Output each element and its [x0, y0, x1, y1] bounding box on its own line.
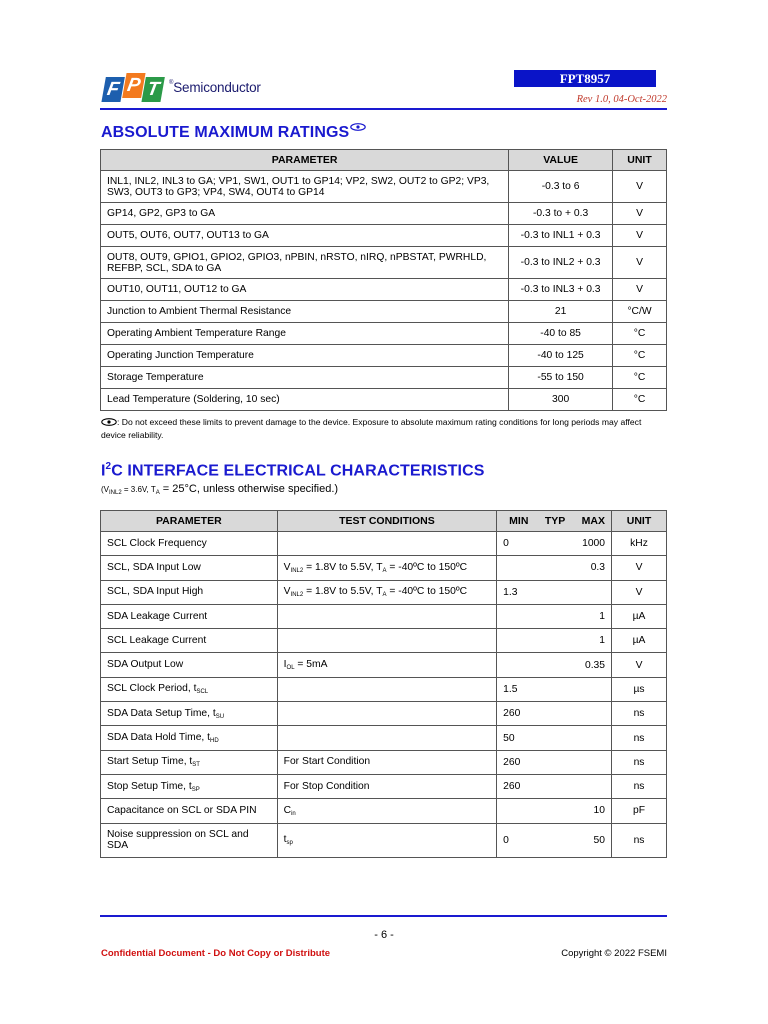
amr-unit-cell: °C [613, 345, 667, 367]
i2c-test-cell [277, 677, 497, 701]
i2c-min-cell: 0 [497, 532, 539, 556]
i2c-test-cell [277, 726, 497, 750]
i2c-col-unit: UNIT [612, 511, 667, 532]
i2c-unit-cell: V [612, 556, 667, 580]
warning-eye-icon [101, 417, 117, 429]
i2c-typ-cell [539, 532, 567, 556]
test-mid: = 1.8V to 5.5V, T [303, 586, 383, 598]
amr-row [101, 203, 667, 225]
i2c-param-cell [101, 750, 278, 774]
i2c-min-cell [497, 799, 539, 823]
i2c-min-cell: 260 [497, 750, 539, 774]
amr-param-cell: OUT5, OUT6, OUT7, OUT13 to GA [101, 225, 509, 247]
amr-footnote [101, 416, 667, 441]
param-text: SCL Clock Frequency [107, 537, 207, 549]
i2c-unit-cell: ns [612, 702, 667, 726]
i2c-min-cell: 1.3 [497, 580, 539, 604]
param-text: SCL Clock Period, t [107, 683, 197, 695]
amr-param-cell: OUT8, OUT9, GPIO1, GPIO2, GPIO3, nPBIN, nRSTO, nIRQ, nPBSTAT, PWRHLD, REFBP, SCL, SDA to GA [101, 247, 509, 279]
cond-sub-a: A [155, 490, 160, 496]
cond-rest: = 25°C, unless otherwise specified.) [159, 483, 339, 495]
i2c-max-cell [567, 774, 612, 798]
i2c-title-i: I [101, 462, 106, 480]
i2c-typ-cell [539, 677, 567, 701]
i2c-max-cell: 1 [567, 604, 612, 628]
i2c-max-cell: 50 [567, 823, 612, 857]
i2c-max-cell: 0.35 [567, 653, 612, 677]
i2c-unit-cell: ns [612, 750, 667, 774]
i2c-row [101, 702, 667, 726]
amr-value-cell: 300 [509, 389, 613, 411]
amr-col-parameter: PARAMETER [101, 150, 509, 171]
param-text: SDA Data Setup Time, t [107, 707, 216, 719]
amr-unit-cell: V [613, 279, 667, 301]
i2c-param-cell [101, 629, 278, 653]
amr-value-cell: -0.3 to INL1 + 0.3 [509, 225, 613, 247]
i2c-row [101, 823, 667, 857]
test-end: = -40ºC to 150ºC [386, 561, 468, 573]
i2c-conditions [101, 483, 338, 496]
amr-value-cell: -40 to 125 [509, 345, 613, 367]
amr-row [101, 323, 667, 345]
i2c-param-cell [101, 823, 278, 857]
test-mid: = 1.8V to 5.5V, T [303, 561, 383, 573]
amr-param-cell: GP14, GP2, GP3 to GA [101, 203, 509, 225]
test-text: For Stop Condition [283, 780, 370, 792]
amr-row [101, 389, 667, 411]
i2c-col-typ: TYP [544, 515, 566, 527]
doc-id-badge: FPT8957 [514, 70, 656, 87]
i2c-typ-cell [539, 726, 567, 750]
i2c-typ-cell [539, 774, 567, 798]
amr-unit-cell: V [613, 247, 667, 279]
cond-v-val: = 3.6V, T [121, 485, 156, 494]
logo-tiles [104, 75, 164, 100]
i2c-param-cell [101, 774, 278, 798]
logo-word-text: Semiconductor [173, 79, 261, 95]
i2c-test-cell [277, 604, 497, 628]
param-text: Stop Setup Time, t [107, 780, 192, 792]
param-sub: SP [191, 786, 200, 793]
i2c-title-rest: C INTERFACE ELECTRICAL CHARACTERISTICS [111, 462, 485, 480]
footer-divider [100, 915, 667, 917]
amr-value-cell: -0.3 to INL3 + 0.3 [509, 279, 613, 301]
i2c-min-cell: 0 [497, 823, 539, 857]
i2c-param-cell [101, 677, 278, 701]
test-text: V [283, 561, 291, 573]
i2c-typ-cell [539, 556, 567, 580]
i2c-row [101, 629, 667, 653]
amr-col-value: VALUE [509, 150, 613, 171]
amr-header-row [101, 150, 667, 171]
confidential-notice: Confidential Document - Do Not Copy or Distribute [101, 948, 331, 959]
i2c-param-cell [101, 580, 278, 604]
amr-title-text: ABSOLUTE MAXIMUM RATINGS [101, 124, 350, 141]
amr-value-cell: -0.3 to 6 [509, 171, 613, 203]
i2c-typ-cell [539, 653, 567, 677]
amr-unit-cell: V [613, 171, 667, 203]
warning-eye-icon [350, 118, 366, 136]
i2c-min-cell [497, 604, 539, 628]
param-text: SDA Output Low [107, 659, 184, 671]
param-text: SDA Data Hold Time, t [107, 732, 211, 744]
i2c-test-cell [277, 556, 497, 580]
i2c-row [101, 580, 667, 604]
i2c-unit-cell: µs [612, 677, 667, 701]
i2c-param-cell [101, 604, 278, 628]
i2c-typ-cell [539, 750, 567, 774]
i2c-max-cell [567, 580, 612, 604]
amr-value-cell: -0.3 to + 0.3 [509, 203, 613, 225]
i2c-param-cell [101, 702, 278, 726]
param-text: SCL, SDA Input Low [107, 561, 201, 573]
amr-value-cell: -55 to 150 [509, 367, 613, 389]
param-text: SDA Leakage Current [107, 610, 208, 622]
i2c-row [101, 750, 667, 774]
i2c-param-cell [101, 556, 278, 580]
amr-row [101, 301, 667, 323]
i2c-typ-cell [539, 702, 567, 726]
cond-open: (V [101, 485, 109, 494]
i2c-unit-cell: µA [612, 604, 667, 628]
amr-param-cell: OUT10, OUT11, OUT12 to GA [101, 279, 509, 301]
test-text: For Start Condition [283, 756, 371, 768]
amr-unit-cell: °C [613, 323, 667, 345]
i2c-row [101, 774, 667, 798]
i2c-typ-cell [539, 823, 567, 857]
param-sub: ST [192, 762, 200, 769]
test-sub2: A [382, 592, 387, 599]
i2c-max-cell [567, 677, 612, 701]
i2c-col-test: TEST CONDITIONS [277, 511, 497, 532]
i2c-param-cell [101, 799, 278, 823]
i2c-row [101, 556, 667, 580]
amr-param-cell: Operating Junction Temperature [101, 345, 509, 367]
amr-row [101, 367, 667, 389]
i2c-unit-cell: ns [612, 823, 667, 857]
i2c-table-body [101, 532, 667, 858]
test-sub1: sp [286, 840, 293, 847]
amr-unit-cell: °C [613, 367, 667, 389]
i2c-col-parameter: PARAMETER [101, 511, 278, 532]
i2c-min-cell: 260 [497, 702, 539, 726]
amr-param-cell: INL1, INL2, INL3 to GA; VP1, SW1, OUT1 to GP14; VP2, SW2, OUT2 to GP2; VP3, SW3, OUT3 to GP3; VP4, SW4, OUT4 to GP14 [101, 171, 509, 203]
i2c-min-cell [497, 653, 539, 677]
amr-footnote-text: : Do not exceed these limits to prevent damage to the device. Exposure to absolute maximum rating conditions for long periods may affect device reliability. [101, 417, 642, 440]
i2c-unit-cell: µA [612, 629, 667, 653]
i2c-unit-cell: V [612, 580, 667, 604]
i2c-col-max: MAX [581, 515, 606, 527]
fpt-logo [104, 70, 261, 104]
param-text: Capacitance on SCL or SDA PIN [107, 804, 257, 816]
i2c-typ-cell [539, 580, 567, 604]
amr-unit-cell: V [613, 203, 667, 225]
i2c-param-cell [101, 653, 278, 677]
i2c-typ-cell [539, 604, 567, 628]
test-sub1: INL2 [290, 567, 304, 574]
amr-param-cell: Lead Temperature (Soldering, 10 sec) [101, 389, 509, 411]
param-text: SCL, SDA Input High [107, 586, 204, 598]
i2c-max-cell [567, 726, 612, 750]
test-text: V [283, 586, 291, 598]
amr-row [101, 247, 667, 279]
test-mid: = 5mA [294, 659, 328, 671]
amr-value-cell: -40 to 85 [509, 323, 613, 345]
amr-param-cell: Operating Ambient Temperature Range [101, 323, 509, 345]
i2c-row [101, 532, 667, 556]
i2c-min-cell [497, 556, 539, 580]
i2c-col-minmax [497, 511, 612, 532]
i2c-test-cell [277, 750, 497, 774]
test-end: = -40ºC to 150ºC [386, 586, 468, 598]
i2c-param-cell [101, 726, 278, 750]
copyright-notice: Copyright © 2022 FSEMI [561, 948, 667, 959]
i2c-test-cell [277, 823, 497, 857]
i2c-test-cell [277, 702, 497, 726]
i2c-max-cell [567, 750, 612, 774]
param-sub: SCL [196, 689, 209, 696]
i2c-unit-cell: ns [612, 774, 667, 798]
page-number: - 6 - [374, 929, 394, 941]
amr-table [100, 149, 667, 411]
i2c-row [101, 604, 667, 628]
amr-col-unit: UNIT [613, 150, 667, 171]
amr-unit-cell: °C/W [613, 301, 667, 323]
amr-unit-cell: V [613, 225, 667, 247]
param-text: Start Setup Time, t [107, 756, 193, 768]
i2c-row [101, 677, 667, 701]
test-text: I [283, 659, 287, 671]
amr-row [101, 225, 667, 247]
i2c-min-cell: 260 [497, 774, 539, 798]
i2c-unit-cell: pF [612, 799, 667, 823]
i2c-test-cell [277, 653, 497, 677]
i2c-header-row [101, 511, 667, 532]
test-text: t [283, 834, 287, 846]
amr-param-cell: Storage Temperature [101, 367, 509, 389]
cond-sub-inl: INL2 [109, 490, 122, 496]
amr-row [101, 279, 667, 301]
amr-param-cell: Junction to Ambient Thermal Resistance [101, 301, 509, 323]
i2c-row [101, 653, 667, 677]
header-divider [100, 108, 667, 110]
i2c-max-cell [567, 702, 612, 726]
i2c-max-cell: 0.3 [567, 556, 612, 580]
test-sub1: in [291, 810, 296, 817]
i2c-row [101, 726, 667, 750]
amr-title [101, 118, 366, 142]
i2c-unit-cell: ns [612, 726, 667, 750]
amr-table-body [101, 171, 667, 411]
i2c-title-sup: 2 [105, 461, 112, 472]
i2c-min-cell [497, 629, 539, 653]
i2c-test-cell [277, 532, 497, 556]
i2c-param-cell [101, 532, 278, 556]
param-sub: SU [215, 713, 225, 720]
i2c-min-cell: 1.5 [497, 677, 539, 701]
test-sub1: OL [286, 665, 295, 672]
param-text: SCL Leakage Current [107, 634, 207, 646]
logo-tile-t: T [141, 77, 164, 102]
param-text: Noise suppression on SCL and SDA [107, 828, 249, 851]
i2c-typ-cell [539, 799, 567, 823]
i2c-unit-cell: V [612, 653, 667, 677]
revision-label: Rev 1.0, 04-Oct-2022 [576, 94, 667, 105]
amr-row [101, 345, 667, 367]
i2c-test-cell [277, 774, 497, 798]
i2c-table [100, 510, 667, 858]
test-sub2: A [382, 567, 387, 574]
amr-row [101, 171, 667, 203]
i2c-col-min: MIN [509, 515, 529, 527]
i2c-test-cell [277, 629, 497, 653]
amr-value-cell: 21 [509, 301, 613, 323]
i2c-max-cell: 10 [567, 799, 612, 823]
test-sub1: INL2 [290, 592, 304, 599]
i2c-typ-cell [539, 629, 567, 653]
param-sub: HD [210, 738, 219, 745]
logo-tile-p: P [122, 73, 145, 98]
test-text: C [283, 804, 292, 816]
i2c-test-cell [277, 799, 497, 823]
logo-tile-f: F [101, 77, 124, 102]
i2c-max-cell: 1000 [567, 532, 612, 556]
i2c-title [101, 461, 485, 480]
i2c-min-cell: 50 [497, 726, 539, 750]
logo-wordmark [169, 80, 261, 95]
logo-reg: ® [169, 79, 174, 86]
i2c-unit-cell: kHz [612, 532, 667, 556]
i2c-test-cell [277, 580, 497, 604]
i2c-row [101, 799, 667, 823]
amr-unit-cell: °C [613, 389, 667, 411]
amr-value-cell: -0.3 to INL2 + 0.3 [509, 247, 613, 279]
i2c-max-cell: 1 [567, 629, 612, 653]
